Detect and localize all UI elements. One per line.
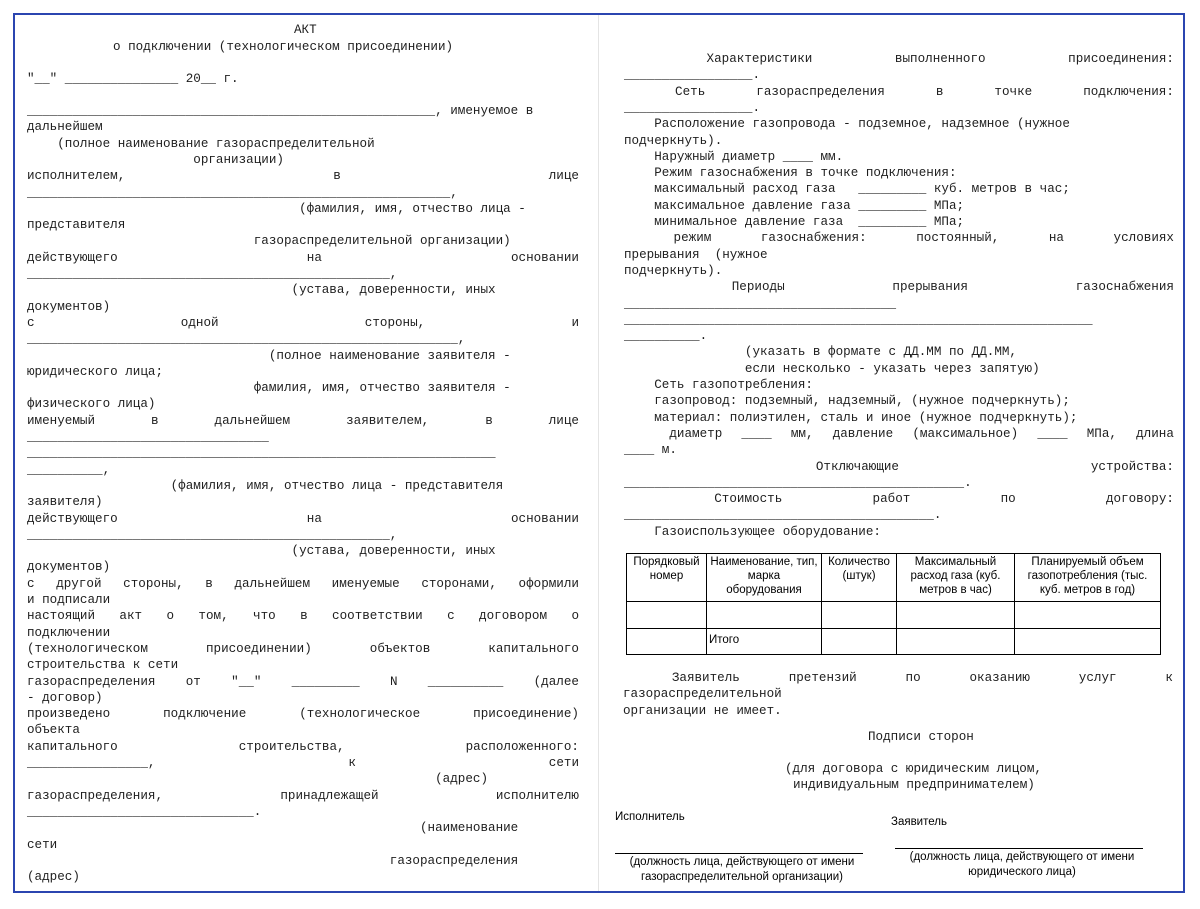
text-line <box>624 328 707 344</box>
text-line <box>624 491 1174 507</box>
text-fragment: прерывания (нужное <box>624 247 768 262</box>
text-fragment: (полное наименование заявителя - <box>27 348 511 363</box>
text-line <box>27 804 261 820</box>
text-line <box>27 706 579 722</box>
text-fragment: с <box>27 576 35 591</box>
text-fragment: режим <box>673 231 712 246</box>
text-fragment: стороны, <box>364 315 426 330</box>
text-fragment: акт <box>119 609 143 624</box>
text-line <box>27 722 80 738</box>
table-cell <box>1015 628 1161 654</box>
text-fragment: договором <box>479 609 548 624</box>
text-fragment: лице <box>548 413 579 428</box>
text-fragment: с <box>447 609 455 624</box>
text-fragment: устройства: <box>1090 459 1174 474</box>
text-fragment: в <box>935 84 944 99</box>
table-header-cell: Количество (штук) <box>822 554 897 602</box>
text-line <box>27 315 579 331</box>
text-fragment: документов) <box>27 560 111 575</box>
text-line <box>27 201 526 217</box>
text-fragment: том, <box>198 609 229 624</box>
text-line <box>624 116 1070 132</box>
text-fragment: (далее <box>533 674 579 689</box>
text-fragment: (адрес) <box>27 772 489 787</box>
text-fragment: условиях <box>1113 231 1174 246</box>
text-fragment: максимальный расход газа _________ куб. метров в час; <box>624 182 1070 197</box>
text-line <box>27 527 397 543</box>
text-fragment: прерывания <box>892 280 968 295</box>
text-fragment: ________________________________ <box>27 430 269 444</box>
text-line <box>27 641 579 657</box>
text-line <box>624 214 964 230</box>
text-line <box>27 559 110 575</box>
text-line <box>624 361 1040 377</box>
text-line <box>27 625 110 641</box>
text-line <box>624 181 1070 197</box>
table-total-label: Итого <box>707 628 822 654</box>
text-fragment: _____________________________________________. <box>624 475 972 490</box>
text-line <box>27 413 579 429</box>
applicant-signature-line <box>895 848 1143 849</box>
text-fragment: по <box>1000 492 1016 507</box>
text-line <box>27 348 511 364</box>
text-fragment: исполнителем, <box>27 169 126 184</box>
table-cell <box>822 602 897 628</box>
claims-line-3: организации не имеет. <box>623 704 782 718</box>
text-fragment: стороны, <box>123 576 184 591</box>
text-fragment: Наружный диаметр ____ мм. <box>624 149 844 164</box>
text-fragment: Стоимость <box>714 492 783 507</box>
text-fragment: (устава, доверенности, иных <box>27 283 496 298</box>
right-page <box>598 15 1186 891</box>
text-fragment: одной <box>180 315 219 330</box>
text-line <box>27 608 579 624</box>
text-line <box>624 133 722 149</box>
text-fragment: ________________________________________________, <box>27 527 398 542</box>
text-line <box>624 230 1174 246</box>
text-line <box>624 84 1174 100</box>
text-fragment: настоящий <box>27 609 96 624</box>
text-fragment: МПа, <box>1086 426 1117 441</box>
text-fragment: __________. <box>624 329 708 344</box>
text-fragment: подключении <box>27 625 111 640</box>
text-fragment: присоединение) <box>473 707 579 722</box>
text-fragment: выполненного <box>894 52 986 66</box>
text-fragment: подчеркнуть). <box>624 133 723 148</box>
text-line <box>27 103 533 119</box>
text-line <box>624 247 768 263</box>
text-line <box>27 185 458 201</box>
text-fragment: строительства к сети <box>27 658 179 673</box>
text-line <box>27 331 465 347</box>
text-line <box>624 198 964 214</box>
text-fragment: дальнейшем <box>234 576 311 591</box>
text-fragment: (наименование <box>27 821 519 836</box>
text-fragment: договору: <box>1105 492 1174 507</box>
text-fragment: (устава, доверенности, иных <box>27 544 496 559</box>
text-fragment: Режим газоснабжения в точке подключения: <box>624 166 957 181</box>
document-frame <box>13 13 1185 893</box>
text-fragment: _________________. <box>624 100 761 115</box>
text-line <box>624 51 1174 67</box>
text-line <box>27 820 518 836</box>
text-fragment: что <box>253 609 276 624</box>
text-fragment: произведено <box>27 707 111 722</box>
text-line <box>27 837 57 853</box>
text-fragment: в <box>300 609 308 624</box>
table-header-cell: Порядковый номер <box>627 554 707 602</box>
text-line <box>27 266 397 282</box>
text-line <box>27 690 103 706</box>
text-fragment: "__" <box>231 674 262 689</box>
text-line <box>27 494 103 510</box>
text-fragment: ______________________________________________________________ <box>624 312 1093 327</box>
text-line <box>27 478 503 494</box>
text-fragment: физического лица) <box>27 397 156 412</box>
text-line <box>624 459 1174 475</box>
text-line <box>27 282 496 298</box>
text-fragment: диаметр <box>624 426 723 441</box>
text-fragment: _________________. <box>624 68 761 83</box>
text-line <box>27 592 110 608</box>
text-fragment: газораспределения <box>27 853 519 868</box>
text-fragment: исполнителю <box>495 788 579 803</box>
text-line <box>624 312 1093 328</box>
text-fragment: оформили <box>518 576 579 591</box>
text-fragment: (технологическое <box>299 707 421 722</box>
text-line <box>27 380 511 396</box>
text-fragment: давление <box>832 426 894 441</box>
text-fragment: (технологическом <box>27 641 148 656</box>
text-fragment: ______________________________________________________, именуемое в <box>27 104 534 118</box>
text-fragment: фамилия, имя, отчество заявителя - <box>27 381 511 396</box>
text-fragment: ______________________________. <box>27 804 262 819</box>
text-line <box>27 788 579 804</box>
text-fragment: газоснабжения: <box>760 231 867 246</box>
text-line <box>624 426 1174 442</box>
text-line <box>624 344 1017 360</box>
text-fragment: ________________________________________________________, <box>27 185 458 200</box>
signatures-note-1: (для договора с юридическим лицом, <box>785 762 1042 776</box>
applicant-label: Заявитель <box>891 816 947 828</box>
text-line <box>27 543 496 559</box>
text-fragment: газораспределения <box>27 674 156 689</box>
text-fragment: газоснабжения <box>1075 280 1174 295</box>
table-cell <box>627 602 707 628</box>
text-fragment: именуемый <box>27 413 96 428</box>
text-line <box>624 165 957 181</box>
text-fragment: Периоды <box>731 280 785 295</box>
claims-line-2: газораспределительной <box>623 687 782 701</box>
text-fragment: ____________________________________ <box>624 296 897 311</box>
text-line <box>624 67 760 83</box>
text-line <box>27 576 579 592</box>
text-fragment: (полное наименование газораспределительной <box>27 136 375 151</box>
text-line <box>27 364 163 380</box>
text-line <box>27 853 518 869</box>
text-fragment: ____ <box>1037 426 1068 441</box>
table-cell <box>627 628 707 654</box>
signatures-title: Подписи сторон <box>868 730 974 744</box>
text-fragment: в <box>205 576 213 591</box>
text-line <box>624 410 1077 426</box>
text-line <box>27 136 375 152</box>
text-fragment: газораспределения <box>756 84 885 99</box>
text-fragment: __________ <box>427 674 504 689</box>
text-fragment: юридического лица; <box>27 364 164 379</box>
text-fragment: сети <box>548 756 579 770</box>
text-fragment: (адрес) <box>27 870 80 885</box>
text-fragment: Расположение газопровода - подземное, надземное (нужное <box>624 117 1070 132</box>
text-line <box>27 869 80 885</box>
text-fragment: дальнейшем <box>214 413 291 428</box>
table-header-cell: Планируемый объем газопотребления (тыс. куб. метров в год) <box>1015 554 1161 602</box>
text-line <box>624 377 813 393</box>
equipment-table <box>626 553 1161 655</box>
table-cell <box>707 602 822 628</box>
text-fragment: на <box>1048 231 1064 246</box>
signatures-note-2: индивидуальным предпринимателем) <box>793 778 1035 792</box>
text-fragment: дальнейшем <box>27 120 103 135</box>
text-fragment: присоединения: <box>1068 52 1174 66</box>
text-fragment: представителя <box>27 218 126 233</box>
text-line <box>27 445 496 461</box>
text-fragment: (фамилия, имя, отчество лица - представителя <box>27 478 504 493</box>
text-line <box>624 442 677 458</box>
text-fragment: другой <box>56 576 102 591</box>
text-fragment: минимальное давление газа _________ МПа; <box>624 215 965 229</box>
text-fragment: сторонами, <box>421 576 497 591</box>
text-line <box>27 755 579 771</box>
text-fragment: о <box>166 609 175 624</box>
text-line <box>624 475 972 491</box>
text-fragment: объекта <box>27 723 80 738</box>
table-cell <box>897 602 1015 628</box>
text-fragment: от <box>185 674 201 689</box>
text-fragment: капитального <box>27 739 118 754</box>
text-fragment: в <box>151 413 159 428</box>
text-fragment: работ <box>872 492 911 507</box>
table-header-cell: Максимальный расход газа (куб. метров в час) <box>897 554 1015 602</box>
text-fragment: если несколько - указать через запятую) <box>624 361 1040 376</box>
text-fragment: (указать в формате с ДД.ММ по ДД.ММ, <box>624 345 1017 360</box>
text-line <box>27 396 155 412</box>
text-fragment: материал: полиэтилен, сталь и иное (нужное подчеркнуть); <box>624 410 1078 425</box>
table-cell <box>897 628 1015 654</box>
text-fragment: присоединении) <box>205 641 312 656</box>
text-fragment: в <box>333 169 341 184</box>
text-fragment: точке <box>994 84 1033 99</box>
text-line <box>624 507 941 523</box>
text-fragment: лице <box>548 169 579 184</box>
text-line <box>27 511 579 527</box>
text-fragment: подчеркнуть). <box>624 263 723 278</box>
text-fragment: - договор) <box>27 690 103 705</box>
text-fragment: о <box>571 609 579 624</box>
left-page <box>15 15 598 891</box>
text-fragment: организации) <box>27 152 284 167</box>
text-fragment: Газоиспользующее оборудование: <box>624 524 881 539</box>
text-fragment: ______________________________________________________________ <box>27 446 496 461</box>
text-line <box>624 524 881 540</box>
text-fragment: ________________________________________________, <box>27 267 398 281</box>
text-fragment: _________ <box>291 674 360 689</box>
text-line <box>624 100 760 116</box>
text-fragment: с <box>27 315 35 330</box>
text-line <box>624 263 722 279</box>
text-line <box>27 217 125 233</box>
text-fragment: ____ м. <box>624 443 677 458</box>
text-fragment: __________, <box>27 462 111 477</box>
executor-label: Исполнитель <box>615 811 685 823</box>
text-line <box>624 296 896 312</box>
text-line <box>27 429 269 445</box>
text-fragment: газораспределения, <box>27 788 164 803</box>
text-line <box>624 279 1174 295</box>
text-fragment: газопровод: подземный, надземный, (нужное подчеркнуть); <box>624 394 1070 409</box>
text-line <box>624 149 843 165</box>
text-fragment: действующего <box>27 250 118 265</box>
text-fragment: основании <box>510 250 579 265</box>
text-fragment: подключения: <box>1083 84 1174 99</box>
text-fragment: _________________________________________________________, <box>27 332 466 347</box>
text-line <box>27 462 110 478</box>
text-fragment: капитального <box>488 641 579 656</box>
text-fragment: заявителем, <box>346 413 430 428</box>
text-fragment: ____ <box>741 426 772 441</box>
text-fragment: (фамилия, имя, отчество лица - <box>27 201 526 216</box>
text-line <box>27 674 579 690</box>
text-fragment: именуемые <box>331 576 400 591</box>
executor-caption: (должность лица, действующего от имени газораспределительной организации) <box>629 856 855 883</box>
text-fragment: на <box>306 511 322 526</box>
text-fragment: ________________, <box>27 756 156 770</box>
text-fragment: основании <box>510 511 579 526</box>
text-fragment: к <box>348 756 356 770</box>
text-fragment: и подписали <box>27 593 111 607</box>
text-line <box>27 250 579 266</box>
date-line: "__" _______________ 20__ г. <box>27 72 239 86</box>
text-line <box>27 119 103 135</box>
text-fragment: газораспределительной организации) <box>27 234 511 249</box>
text-fragment: расположенного: <box>465 739 579 754</box>
text-fragment: мм, <box>790 426 814 441</box>
text-line <box>624 393 1070 409</box>
text-fragment: объектов <box>369 641 431 656</box>
text-fragment: Характеристики <box>706 52 813 66</box>
text-fragment: в <box>485 413 493 428</box>
text-fragment: длина <box>1136 426 1174 441</box>
executor-signature-line <box>615 853 863 854</box>
text-line <box>27 739 579 755</box>
act-title: АКТ <box>294 23 317 37</box>
text-fragment: строительства, <box>238 739 345 754</box>
text-fragment: соответствии <box>332 609 423 624</box>
text-line <box>27 299 110 315</box>
text-fragment: (максимальное) <box>912 426 1019 441</box>
text-line <box>27 771 488 787</box>
text-line <box>27 233 511 249</box>
text-line <box>27 168 579 184</box>
text-fragment: постоянный, <box>916 231 1000 246</box>
text-fragment: максимальное давление газа _________ МПа; <box>624 198 965 213</box>
text-fragment: заявителя) <box>27 495 103 510</box>
text-line <box>27 152 284 168</box>
table-cell <box>822 628 897 654</box>
applicant-caption: (должность лица, действующего от имени юридического лица) <box>909 851 1135 878</box>
text-fragment: N <box>389 674 398 689</box>
act-subtitle: о подключении (технологическом присоединении) <box>113 40 454 54</box>
text-fragment: Отключающие <box>815 459 899 474</box>
table-header-cell: Наименование, тип, марка оборудования <box>707 554 822 602</box>
text-fragment: Сеть газопотребления: <box>624 378 813 392</box>
text-fragment: _________________________________________. <box>624 508 942 523</box>
text-fragment: Сеть <box>675 84 706 99</box>
text-fragment: действующего <box>27 511 118 526</box>
table-cell <box>1015 602 1161 628</box>
text-fragment: на <box>306 250 322 265</box>
text-fragment: подключение <box>163 707 247 722</box>
text-line <box>27 657 178 673</box>
text-fragment: принадлежащей <box>280 788 379 803</box>
text-fragment: сети <box>27 837 58 852</box>
text-fragment: документов) <box>27 299 111 314</box>
text-fragment: и <box>571 315 579 330</box>
claims-line: Заявитель претензий по оказанию услуг к <box>671 671 1173 685</box>
